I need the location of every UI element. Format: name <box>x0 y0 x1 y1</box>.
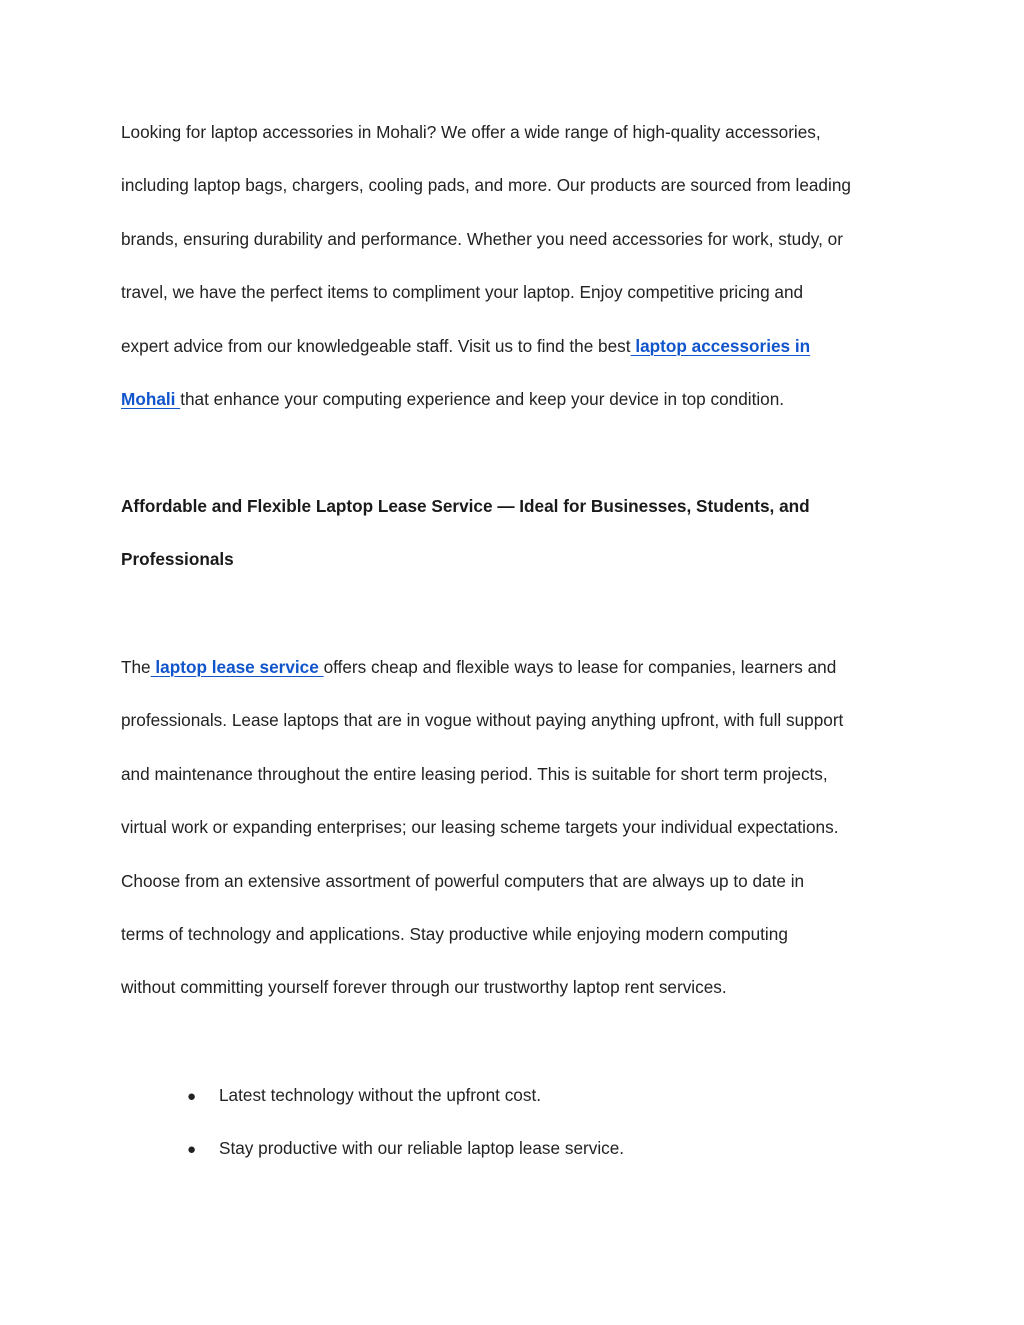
intro-paragraph <box>121 106 906 426</box>
text-line <box>121 373 906 426</box>
text-line: without committing yourself forever through our trustworthy laptop rent services. <box>121 977 727 998</box>
text-line <box>121 641 906 694</box>
heading-line: Affordable and Flexible Laptop Lease Service — Ideal for Businesses, Students, and <box>121 496 810 516</box>
text-line: terms of technology and applications. Stay productive while enjoying modern computing <box>121 923 788 944</box>
text-line: and maintenance throughout the entire leasing period. This is suitable for short term projects, <box>121 763 828 784</box>
text-line: virtual work or expanding enterprises; our leasing scheme targets your individual expectations. <box>121 817 839 838</box>
text-line: including laptop bags, chargers, cooling pads, and more. Our products are sourced from leading <box>121 175 851 196</box>
section-heading <box>121 480 906 587</box>
list-item-text: Stay productive with our reliable laptop lease service. <box>219 1138 625 1159</box>
text-line: travel, we have the perfect items to compliment your laptop. Enjoy competitive pricing and <box>121 282 804 303</box>
list-item <box>187 1122 624 1175</box>
text-line <box>121 320 906 373</box>
bullet-icon: ● <box>187 1141 197 1159</box>
laptop-accessories-link[interactable]: laptop accessories in <box>630 335 811 356</box>
text-line: brands, ensuring durability and performance. Whether you need accessories for work, study, or <box>121 228 843 249</box>
text-segment: that enhance your computing experience and keep your device in top condition. <box>180 388 785 409</box>
text-line: Choose from an extensive assortment of powerful computers that are always up to date in <box>121 870 805 891</box>
lease-paragraph <box>121 641 906 1015</box>
text-segment: offers cheap and flexible ways to lease for companies, learners and <box>323 657 837 677</box>
text-line: Looking for laptop accessories in Mohali? We offer a wide range of high-quality accessories, <box>121 122 821 142</box>
bullet-list <box>187 1069 624 1176</box>
text-segment: The <box>121 657 151 677</box>
laptop-accessories-link-continued[interactable]: Mohali <box>121 388 181 409</box>
bullet-icon: ● <box>187 1088 197 1105</box>
laptop-lease-service-link[interactable]: laptop lease service <box>150 657 324 677</box>
list-item-text: Latest technology without the upfront cost. <box>219 1085 541 1105</box>
text-line: professionals. Lease laptops that are in vogue without paying anything upfront, with full support <box>121 710 844 731</box>
text-segment: expert advice from our knowledgeable staff. Visit us to find the best <box>121 335 631 356</box>
list-item <box>187 1069 624 1122</box>
heading-line: Professionals <box>121 549 234 570</box>
